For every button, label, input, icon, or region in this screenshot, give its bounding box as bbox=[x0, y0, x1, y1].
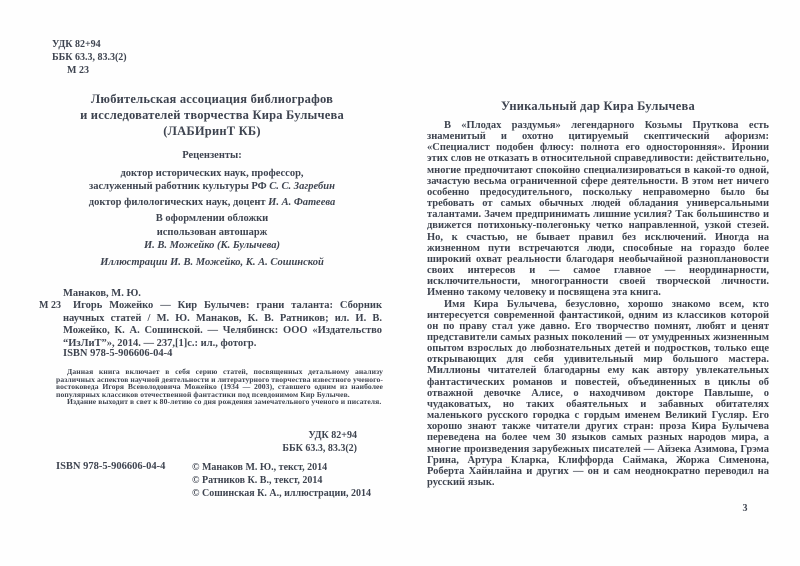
reviewer-degree: доктор филологических наук, доцент bbox=[88, 196, 269, 208]
association-line: (ЛАБИринТ КБ) bbox=[163, 124, 261, 138]
reviewer-name: И. А. Фатеева bbox=[268, 196, 336, 208]
bib-author: Манаков, М. Ю. bbox=[63, 288, 141, 299]
body-paragraph: В «Плодах раздумья» легендарного Козьмы Пруткова есть знаменитый и охотно цитируемый скептический афоризм: «Специалист подобен флюсу: полнота его односторонняя». Иронии этих слов не отказать в относительной справедливости: действительно, многие предпочитают спокойно специализироваться в какой-то одной, зачастую весьма ограниченной сфере деятельности. В этом нет ничего особенно предосудительного, поскольку неправомерно было бы требовать от самых обычных людей обладания универсальными талантами. Зачем предпринимать лишние усилия? Так большинство и движется потихоньку-полегоньку четко направленной, узкой стезей. Но, к счастью, не бывает правил без исключений. Иногда на жизненном пути встречаются люди, способные на гораздо более широкий охват реальности благодаря необычайной разноплановости своих интересов и — самое главное — неординарности, исключительности, многогранности своей творческой личности. Именно такому человеку и посвящена эта книга. bbox=[427, 120, 769, 299]
bbk-code: ББК 63.3, 83.3(2) bbox=[52, 52, 127, 63]
reviewer-line bbox=[52, 196, 372, 210]
cover-note-line: В оформлении обложки bbox=[155, 213, 269, 224]
copyright-line: © Ратников К. В., текст, 2014 bbox=[192, 475, 323, 486]
reviewer-name: С. С. Загребин bbox=[269, 181, 335, 192]
association-heading bbox=[52, 91, 372, 139]
cover-design-note bbox=[52, 212, 372, 253]
isbn-bottom: ISBN 978-5-906606-04-4 bbox=[56, 461, 166, 472]
bibliographic-record bbox=[39, 288, 382, 350]
author-mark-code: М 23 bbox=[67, 65, 89, 76]
copyright-line: © Сошинская К. А., иллюстрации, 2014 bbox=[192, 488, 372, 499]
page-number: 3 bbox=[742, 503, 748, 514]
reviewer-degree: заслуженный работник культуры РФ bbox=[89, 181, 270, 192]
bbk-code: ББК 63.3, 83.3(2) bbox=[282, 443, 357, 454]
cover-artist-name: И. В. Можейко (К. Булычева) bbox=[143, 240, 280, 251]
cover-note-line: использован автошарж bbox=[156, 226, 268, 238]
association-line: и исследователей творчества Кира Булычева bbox=[80, 108, 344, 122]
article-title: Уникальный дар Кира Булычева bbox=[501, 99, 695, 113]
annotation-paragraph: Издание выходит в свет к 80-летию со дня рождения замечательного ученого и писателя. bbox=[67, 397, 382, 407]
article-body bbox=[427, 120, 769, 488]
reviewer-line bbox=[52, 180, 372, 194]
association-line: Любительская ассоциация библиографов bbox=[90, 92, 334, 106]
copyright-line: © Манаков М. Ю., текст, 2014 bbox=[192, 462, 328, 473]
annotation-paragraph: Данная книга включает в себя серию статей, посвященных детальному анализу различных аспектов научной деятельности и литературного творчества известного ученого-востоковеда Игоря Всеволодовича Можейко (1934 — 2003), ставшего одним из наиболее популярных классиков отечественной фантастики под псевдонимом Кир Булычев. bbox=[56, 367, 383, 399]
body-paragraph: Имя Кира Булычева, безусловно, хорошо знакомо всем, кто интересуется современной фантастикой, одним из классиков которой он по праву стал уже давно. Его творчество помнят, любят и ценят представители самых разных поколений — от умудренных жизненным опытом взрослых до любознательных детей и подростков, только еще открывающих для себя удивительный мир большого мастера. Миллионы читателей благодарны ему как автору увлекательных фантастических романов и повестей, объединенных в циклы об отважной девочке Алисе, о находчивом докторе Павлыше, о чудаковатых, но таких обаятельных и забавных обитателях маленького русского городка с гордым именем Великий Гусляр. Его хорошо знают также читатели других стран: проза Кира Булычева переведена на более чем 30 языков самых разных народов мира, а многие произведения зарубежных писателей — Айзека Азимова, Грэма Грина, Артура Кларка, Клиффорда Саймака, Жоржа Сименона, Роберта Хайнлайна и других — он и сам неоднократно переводил на русский язык. bbox=[427, 298, 769, 488]
reviewer-line bbox=[52, 167, 372, 181]
reviewer-degree: доктор исторических наук, профессор, bbox=[120, 167, 304, 179]
annotation-block bbox=[56, 368, 383, 406]
udc-code: УДК 82+94 bbox=[308, 430, 357, 441]
bib-entry: Игорь Можейко — Кир Булычев: грани таланта: Сборник научных статей / М. Ю. Манаков, К. В. Ратников; ил. И. В. Можейко, К. А. Сошинской. — Челябинск: ООО «Издательство “ИзЛиТ”», 2014. — 237,[1]с.: ил., фотогр. bbox=[63, 300, 382, 349]
reviewers-label: Рецензенты: bbox=[182, 150, 242, 161]
bib-author-mark: М 23 bbox=[39, 300, 61, 311]
reviewers-block bbox=[52, 149, 372, 209]
classification-codes-top bbox=[52, 38, 127, 77]
copyright-block bbox=[192, 461, 371, 500]
illustrations-credit: Иллюстрации И. В. Можейко, К. А. Сошинской bbox=[100, 257, 324, 268]
isbn-middle: ISBN 978-5-906606-04-4 bbox=[63, 348, 173, 359]
udc-code: УДК 82+94 bbox=[52, 39, 101, 50]
classification-codes-bottom bbox=[52, 429, 357, 455]
